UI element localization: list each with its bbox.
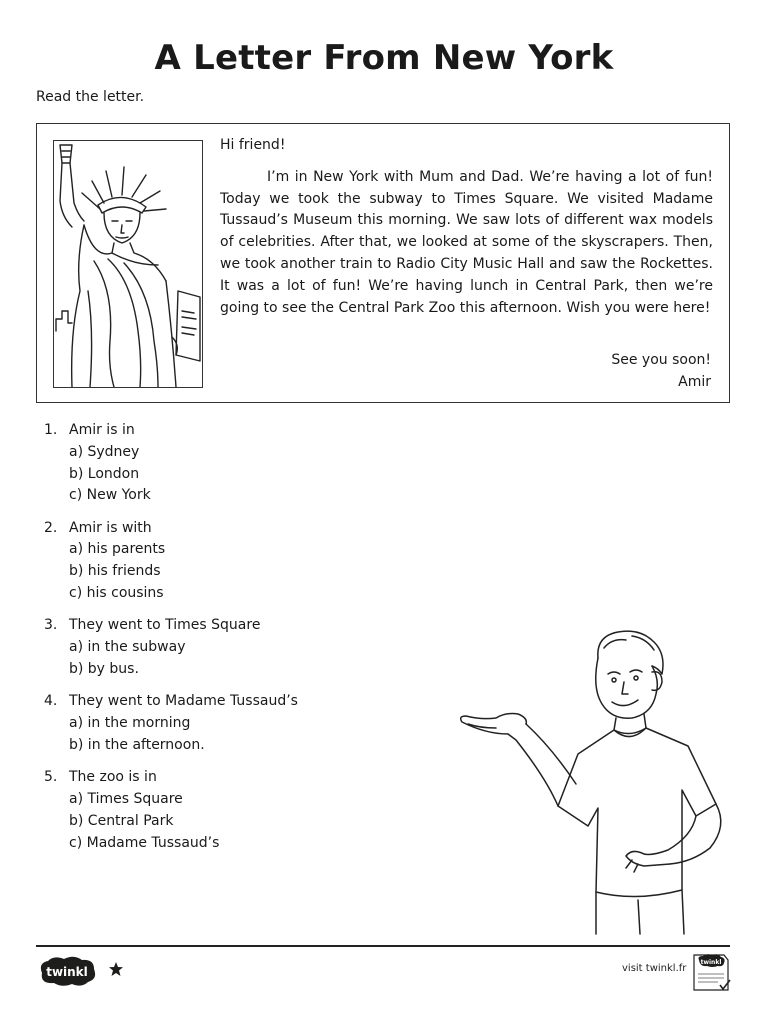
question-5 xyxy=(44,767,298,854)
letter-signoff: See you soon! xyxy=(611,352,711,368)
answer-option: c) Madame Tussaud’s xyxy=(69,834,220,851)
answer-option: a) in the morning xyxy=(69,715,191,732)
quality-badge-icon xyxy=(690,952,732,994)
question-2 xyxy=(44,518,298,605)
badge-text: twinkl xyxy=(700,959,722,966)
question-text: They went to Times Square xyxy=(69,617,261,634)
answer-option: c) New York xyxy=(69,487,151,504)
question-4 xyxy=(44,691,298,756)
statue-of-liberty-illustration xyxy=(53,140,203,388)
question-1 xyxy=(44,420,298,507)
answer-option: b) in the afternoon. xyxy=(69,736,205,753)
question-list xyxy=(44,420,298,865)
page-title: A Letter From New York xyxy=(154,38,614,78)
footer-divider xyxy=(36,945,730,947)
answer-option: a) his parents xyxy=(69,541,166,558)
question-number: 2. xyxy=(44,519,58,536)
letter-signature: Amir xyxy=(678,373,711,390)
letter-body: I’m in New York with Mum and Dad. We’re having a lot of fun! Today we took the subway to Times Square. We visited Madame Tussaud’s Museum this morning. We saw lots of different wax models of celebrities. After that, we looked at some of the skyscrapers. Then, we took another train to Radio City Music Hall and saw the Rockettes. It was a lot of fun! We’re having lunch in Central Park, then we’re going to see the Central Park Zoo this afternoon. Wish you were here! xyxy=(220,168,713,316)
letter-signoff-block xyxy=(611,350,711,394)
star-icon xyxy=(108,961,124,977)
answer-option: b) by bus. xyxy=(69,660,139,677)
question-number: 4. xyxy=(44,693,58,710)
answer-option: b) his friends xyxy=(69,563,161,580)
visit-url[interactable]: visit twinkl.fr xyxy=(622,963,687,974)
question-number: 1. xyxy=(44,422,58,438)
question-text: Amir is with xyxy=(69,519,152,536)
letter-text xyxy=(220,135,713,319)
question-number: 3. xyxy=(44,617,58,634)
letter-greeting: Hi friend! xyxy=(220,137,286,153)
boy-illustration xyxy=(456,628,736,938)
answer-option: a) Sydney xyxy=(69,443,140,460)
question-text: Amir is in xyxy=(69,422,135,438)
letter-box xyxy=(36,123,730,403)
logo-text: twinkl xyxy=(46,965,88,979)
answer-option: b) London xyxy=(69,465,140,482)
answer-option: b) Central Park xyxy=(69,812,174,829)
twinkl-logo xyxy=(36,955,98,987)
instruction-text: Read the letter. xyxy=(36,89,145,105)
question-number: 5. xyxy=(44,769,58,786)
answer-option: a) in the subway xyxy=(69,639,186,656)
answer-option: c) his cousins xyxy=(69,585,164,602)
question-3 xyxy=(44,615,298,680)
answer-option: a) Times Square xyxy=(69,790,183,807)
question-text: The zoo is in xyxy=(69,769,157,786)
question-text: They went to Madame Tussaud’s xyxy=(69,693,298,710)
